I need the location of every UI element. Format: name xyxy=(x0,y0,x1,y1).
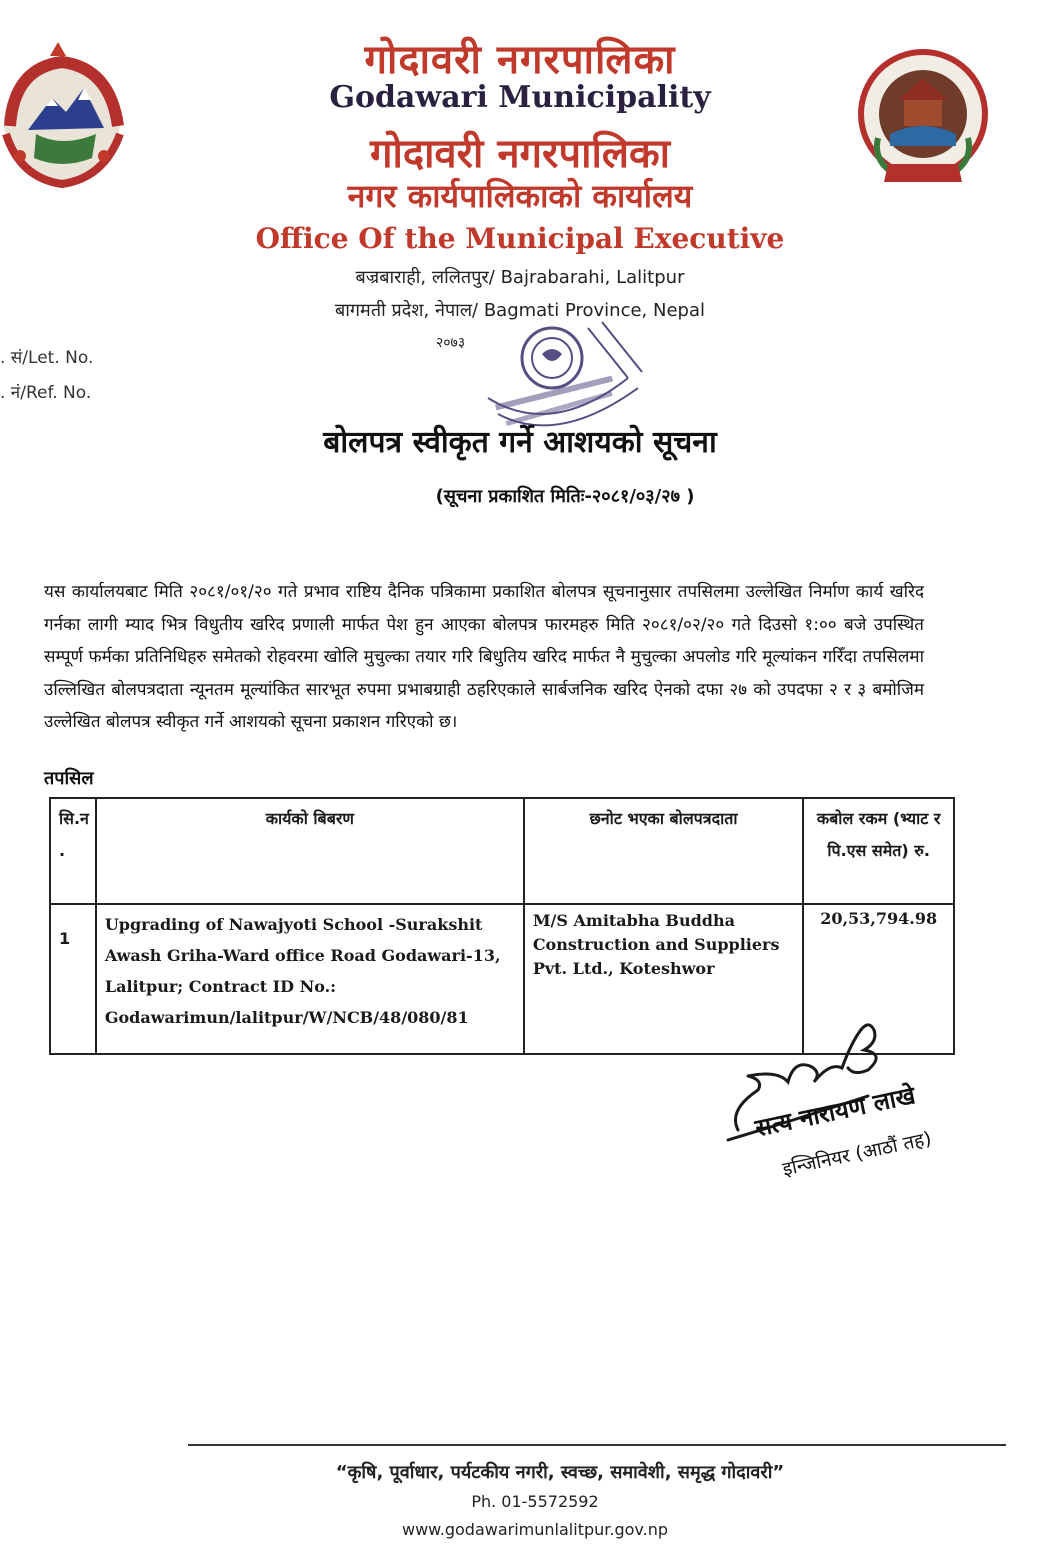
footer-website[interactable]: www.godawarimunlalitpur.gov.np xyxy=(401,1520,669,1539)
address-line-1: बज्रबाराही, ललितपुर/ Bajrabarahi, Lalitpur xyxy=(355,267,685,288)
municipality-name-en: Godawari Municipality xyxy=(329,80,711,115)
header-description: कार्यको बिबरण xyxy=(96,798,524,904)
office-name-np: नगर कार्यपालिकाको कार्यालय xyxy=(347,177,693,215)
header-sn: सि.न . xyxy=(50,798,96,904)
table-header-row xyxy=(50,798,954,904)
reference-number-label: . नं/Ref. No. xyxy=(0,383,92,403)
signatory-name: सत्य नारायण लाखे xyxy=(752,1081,918,1143)
cell-bidder: M/S Amitabha Buddha Construction and Suppliers Pvt. Ltd., Koteshwor xyxy=(524,904,803,1054)
cell-sn: 1 xyxy=(50,904,96,1054)
letter-number-label: . सं/Let. No. xyxy=(0,348,94,368)
municipality-name-np-script: गोदावरी नगरपालिका xyxy=(369,131,671,177)
footer-motto: “कृषि, पूर्वाधार, पर्यटकीय नगरी, स्वच्छ, समावेशी, समृद्ध गोदावरी” xyxy=(335,1462,785,1483)
established-year: २०७३ xyxy=(436,335,466,351)
publication-date: (सूचना प्रकाशित मितिः-२०८१/०३/२७ ) xyxy=(435,486,695,507)
office-name-en: Office Of the Municipal Executive xyxy=(255,222,785,255)
cell-amount: 20,53,794.98 xyxy=(803,904,954,1054)
footer-divider xyxy=(188,1444,1006,1446)
cell-description: Upgrading of Nawajyoti School -Surakshit Awash Griha-Ward office Road Godawari-13, Lalitpur; Contract ID No.: Godawarimun/lalitpur/W/NCB/48/080/81 xyxy=(96,904,524,1054)
header-bidder: छनोट भएका बोलपत्रदाता xyxy=(524,798,803,904)
schedule-label: तपसिल xyxy=(44,768,94,789)
footer-phone: Ph. 01-5572592 xyxy=(471,1492,599,1511)
municipality-name-np: गोदावरी नगरपालिका xyxy=(364,37,676,83)
signatory-designation: इन्जिनियर (आठौं तह) xyxy=(780,1127,934,1181)
notice-body: यस कार्यालयबाट मिति २०८१/०१/२० गते प्रभाव राष्टिय दैनिक पत्रिकामा प्रकाशित बोलपत्र सूचनानुसार तपसिलमा उल्लेखित निर्माण कार्य खरिद गर्नका लागी म्याद भित्र विधुतीय खरिद प्रणाली मार्फत पेश हुन आएका बोलपत्र फारमहरु मिति २०८१/०२/२० गते दिउसो १:०० बजे उपस्थित सम्पूर्ण फर्मका प्रतिनिधिहरु समेतको रोहवरमा खोलि मुचुल्का तयार गरि बिधुतिय खरिद मार्फत नै मुचुल्का अपलोड गरि मूल्यांकन गरिँदा तपसिलमा उल्लिखित बोलपत्रदाता न्यूनतम मूल्यांकित सारभूत रुपमा प्रभाबग्राही ठहरिएकाले सार्बजनिक खरिद ऐनको दफा २७ को उपदफा २ र ३ बमोजिम उल्लेखित बोलपत्र स्वीकृत गर्ने आशयको सूचना प्रकाशन गरिएको छ। xyxy=(44,582,924,732)
header-amount: कबोल रकम (भ्याट र पि.एस समेत) रु. xyxy=(803,798,954,904)
address-line-2: बागमती प्रदेश, नेपाल/ Bagmati Province, Nepal xyxy=(334,300,705,321)
notice-title: बोलपत्र स्वीकृत गर्ने आशयको सूचना xyxy=(323,425,717,460)
